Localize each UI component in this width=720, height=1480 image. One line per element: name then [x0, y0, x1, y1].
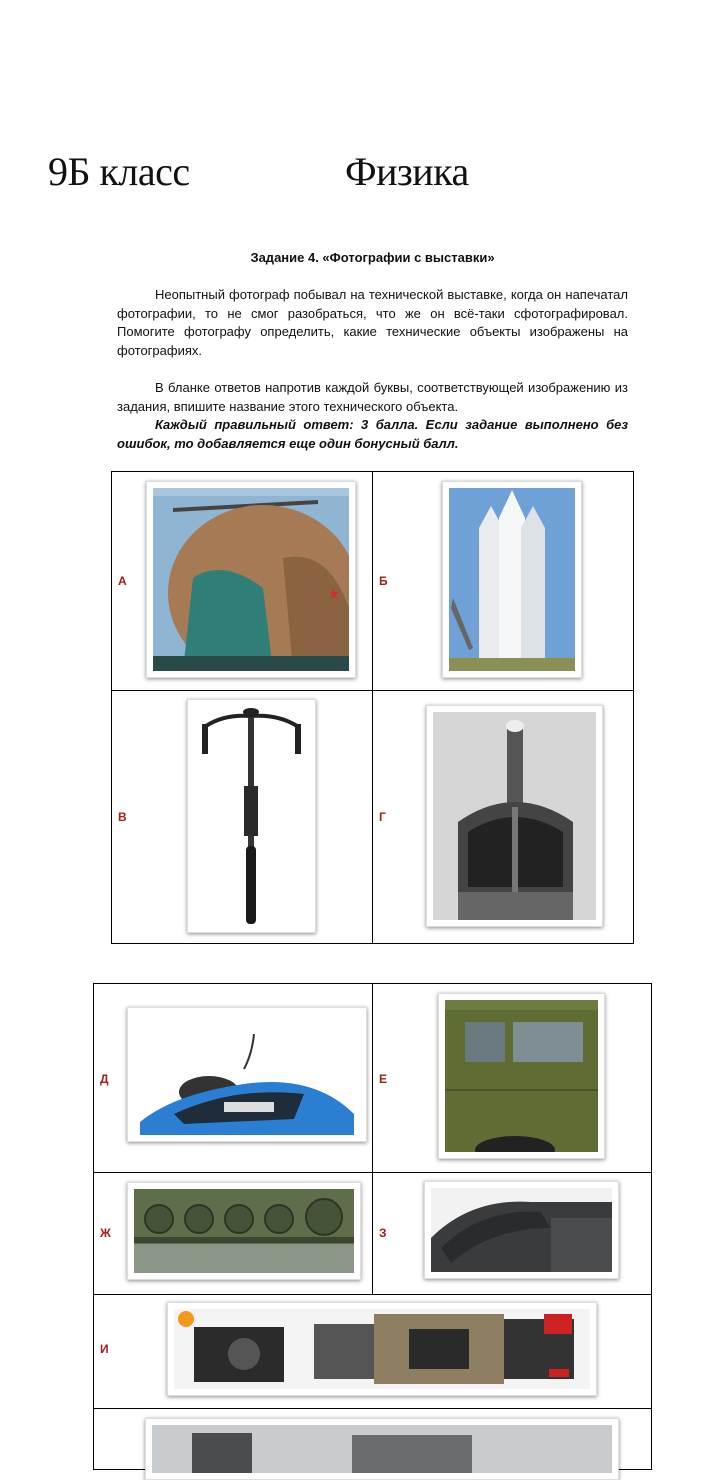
cell-g — [373, 691, 634, 944]
label-a: А — [118, 574, 127, 588]
rocket-photo — [442, 481, 582, 678]
class-label: 9Б класс — [48, 149, 190, 194]
label-z: З — [379, 1226, 387, 1240]
label-d: Д — [100, 1072, 109, 1086]
task-title: Задание 4. «Фотографии с выставки» — [250, 250, 495, 265]
military-car-photo — [438, 993, 605, 1159]
label-e: Е — [379, 1072, 388, 1086]
label-v: В — [118, 810, 127, 824]
task-paragraph-2: В бланке ответов напротив каждой буквы, соответствующей изображению из задания, впишите название этого технического объекта. — [117, 380, 628, 414]
cell-z — [373, 1173, 652, 1295]
task-scoring: Каждый правильный ответ: 3 балла. Если задание выполнено без ошибок, то добавляется еще один бонусный балл. — [117, 417, 628, 451]
cell-e — [373, 984, 652, 1173]
tank-track-photo — [127, 1182, 361, 1280]
motorcycle-sidecar-photo — [167, 1302, 597, 1396]
label-g: Г — [379, 810, 386, 824]
dark-surface-photo — [424, 1181, 619, 1279]
engine-nozzle-photo — [426, 705, 603, 927]
label-b: Б — [379, 574, 388, 588]
cell-i — [94, 1295, 652, 1409]
subject-title: Физика — [345, 149, 469, 194]
cell-v — [112, 691, 373, 944]
helicopter-photo — [146, 481, 356, 678]
cell-a — [112, 472, 373, 691]
photo-table-1 — [111, 471, 634, 944]
cell-d — [94, 984, 373, 1173]
rover-photo — [127, 1007, 367, 1142]
task-paragraph-1: Неопытный фотограф побывал на технической выставке, когда он напечатал фотографии, то не смог разобраться, что же он всё-таки сфотографировал. Помогите фотографу определить, какие технические объекты изображены на фотографиях. — [117, 287, 628, 359]
photo-table-2 — [93, 983, 652, 1470]
label-zh: Ж — [100, 1226, 111, 1240]
label-i: И — [100, 1342, 109, 1356]
bicycle-photo — [187, 699, 316, 933]
cell-next — [94, 1409, 652, 1470]
cell-b — [373, 472, 634, 691]
cell-zh — [94, 1173, 373, 1295]
next-photo-partial — [145, 1418, 619, 1480]
